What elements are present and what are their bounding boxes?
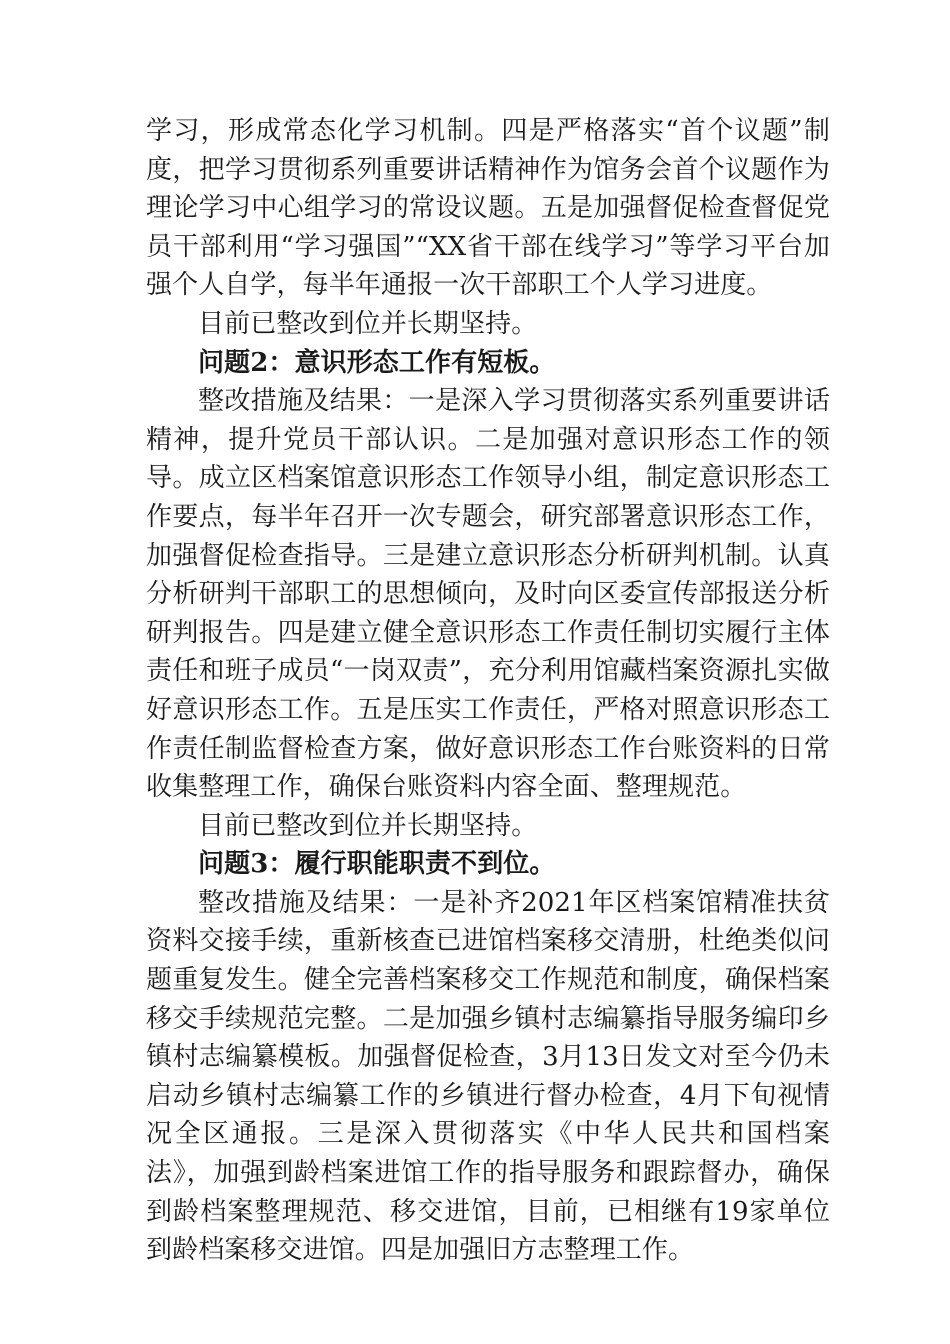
body-paragraph-2: 整改措施及结果：一是深入学习贯彻落实系列重要讲话精神，提升党员干部认识。二是加强对意识形态工作的领导。成立区档案馆意识形态工作领导小组，制定意识形态工作要点，每半年召开一次专题会，研究部署意识形态工作，加强督促检查指导。三是建立意识形态分析研判机制。认真分析研判干部职工的思想倾向，及时向区委宣传部报送分析研判报告。四是建立健全意识形态工作责任制切实履行主体责任和班子成员“一岗双责”，充分利用馆藏档案资源扎实做好意识形态工作。五是压实工作责任，严格对照意识形态工作责任制监督检查方案，做好意识形态工作台账资料的日常收集整理工作，确保台账资料内容全面、整理规范。	[146, 386, 830, 803]
status-paragraph-1: 目前已整改到位并长期坚持。	[198, 308, 538, 339]
body-paragraph-1: 学习，形成常态化学习机制。四是严格落实“首个议题”制度，把学习贯彻系列重要讲话精神作为馆务会首个议题作为理论学习中心组学习的常设议题。五是加强督促检查督促党员干部利用“学习强国”“XX省干部在线学习”等学习平台加强个人自学，每半年通报一次干部职工个人学习进度。	[146, 116, 830, 301]
problem-3-heading: 问题3：履行职能职责不到位。	[198, 849, 556, 880]
body-paragraph-3: 整改措施及结果：一是补齐2021年区档案馆精准扶贫资料交接手续，重新核查已进馆档案移交清册，杜绝类似问题重复发生。健全完善档案移交工作规范和制度，确保档案移交手续规范完整。二是加强乡镇村志编纂指导服务编印乡镇村志编纂模板。加强督促检查，3月13日发文对至今仍未启动乡镇村志编纂工作的乡镇进行督办检查，4月下旬视情况全区通报。三是深入贯彻落实《中华人民共和国档案法》，加强到龄档案进馆工作的指导服务和跟踪督办，确保到龄档案整理规范、移交进馆，目前，已相继有19家单位到龄档案移交进馆。四是加强旧方志整理工作。	[146, 887, 830, 1266]
status-paragraph-2: 目前已整改到位并长期坚持。	[198, 810, 538, 841]
document-body	[146, 112, 830, 1270]
problem-2-heading: 问题2：意识形态工作有短板。	[198, 347, 556, 378]
